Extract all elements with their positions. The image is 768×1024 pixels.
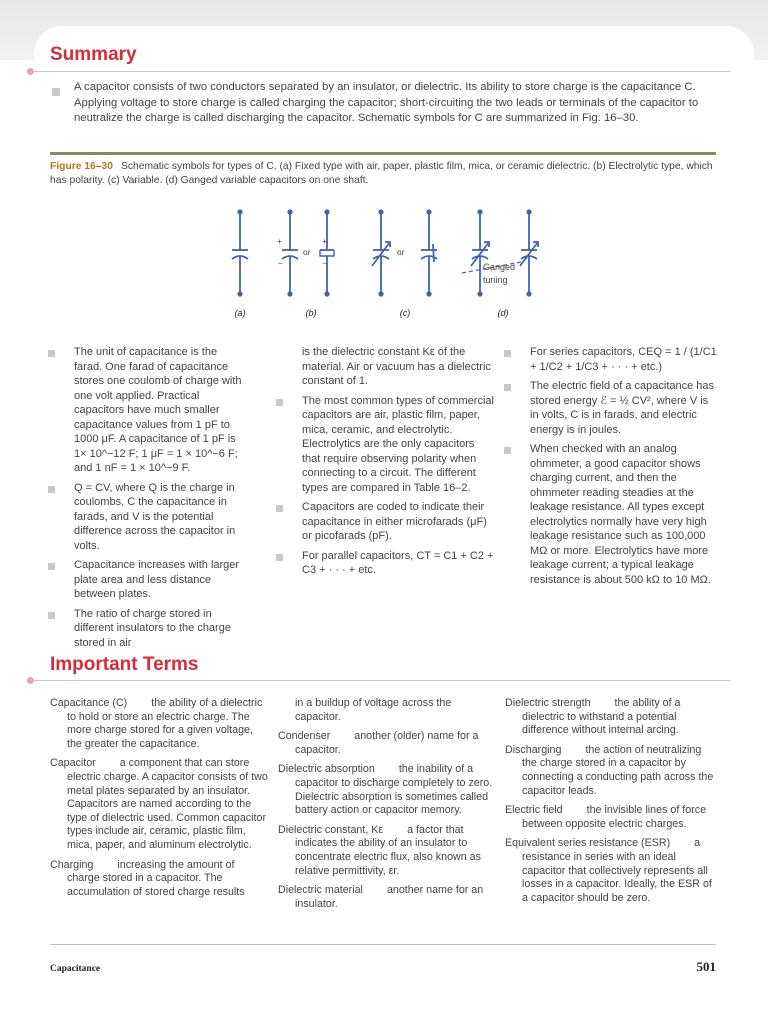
bullet-column-3 bbox=[504, 345, 718, 592]
bullet-continuation: is the dielectric constant Kε of the material. Air or vacuum has a dielectric constant of 1. bbox=[302, 346, 491, 387]
part-label-c: (c) bbox=[399, 308, 411, 318]
term-entry bbox=[50, 859, 268, 900]
terms-column-1 bbox=[50, 697, 268, 905]
minus-sign-2: − bbox=[322, 258, 327, 268]
term-definition: a factor that indicates the ability of an insulator to concentrate electric flux, also known as relative permittivity, εr. bbox=[295, 823, 481, 877]
term-definition: the invisible lines of force between opposite electric charges. bbox=[522, 804, 707, 830]
terms-title: Important Terms bbox=[50, 654, 199, 675]
bullet-item: Capacitors are coded to indicate their capacitance in either microfarads (μF) or picofarads (pF). bbox=[276, 500, 494, 544]
variable-capacitor-alt-symbol bbox=[421, 212, 437, 294]
electrolytic-capacitor-alt-symbol bbox=[320, 212, 334, 294]
summary-title: Summary bbox=[50, 44, 137, 65]
or-label-2: or bbox=[397, 247, 405, 257]
figure-caption-text: Schematic symbols for types of C. (a) Fixed type with air, paper, plastic film, mica, or ceramic dielectric. (b) Electrolytic type, which has polarity. (c) Variable. (d) Ganged variable capacitors on one shaft. bbox=[50, 161, 713, 186]
margin-dot bbox=[27, 677, 34, 684]
bullet-item: The unit of capacitance is the farad. One farad of capacitance stores one coulomb of charge with one volt applied. Practical capacitors have much smaller capacitance values from 1 pF to 1000 μF. A capacitance of 1 pF is 1× 10^−12 F; 1 μF = 1 × 10^−6 F; and 1 nF = 1 × 10^−9 F. bbox=[48, 345, 248, 476]
terms-rule bbox=[34, 680, 730, 681]
bullet-column-1 bbox=[48, 345, 248, 655]
bullet-item: The electric field of a capacitance has stored energy ℰ = ½ CV², where V is in volts, C is in farads, and electric energy is in joules. bbox=[504, 379, 718, 437]
terms-column-2 bbox=[278, 697, 496, 917]
term-entry bbox=[505, 804, 719, 831]
term-definition: the inability of a capacitor to discharge completely to zero. Dielectric absorption is sometimes called battery action or capacitor memory. bbox=[295, 763, 493, 817]
bullet-item: Capacitance increases with larger plate area and less distance between plates. bbox=[48, 558, 248, 602]
term-name: Capacitance (C) bbox=[50, 697, 128, 709]
bullet-item: The most common types of commercial capacitors are air, plastic film, paper, mica, ceramic, and electrolytic. Electrolytics are the only capacitors that require observing polarity when connecting to a circuit. The different types are compared in Table 16–2. bbox=[276, 394, 494, 496]
term-name: Dielectric material bbox=[278, 884, 363, 897]
term-definition: the ability of a dielectric to hold or store an electric charge. The more charge stored for a given voltage, the greater the capacitance. bbox=[67, 697, 263, 750]
term-name: Capacitor bbox=[50, 757, 96, 770]
term-entry bbox=[505, 697, 719, 738]
footer-rule bbox=[50, 944, 716, 945]
term-entry bbox=[278, 824, 496, 878]
term-definition: a resistance in series with an ideal capacitor that collectively represents all losses in a capacitor. Ideally, the ESR of a capacitor should be zero. bbox=[522, 837, 712, 904]
page-number: 501 bbox=[696, 959, 716, 974]
capacitor-symbols-figure bbox=[0, 0, 768, 330]
bullet-item: For parallel capacitors, CT = C1 + C2 + C3 + · · · + etc. bbox=[276, 549, 494, 578]
term-entry bbox=[505, 837, 719, 905]
term-entry bbox=[505, 744, 719, 798]
bullet-item: When checked with an analog ohmmeter, a good capacitor shows charging current, and then the ohmmeter reading steadies at the leakage resistance. All types except electrolytics normally have very high leakage resistance such as 100,000 MΩ or more. Electrolytics have more leakage current; a typical leakage resistance is about 500 kΩ to 10 MΩ. bbox=[504, 442, 718, 587]
term-entry bbox=[278, 730, 496, 757]
term-entry bbox=[278, 884, 496, 911]
term-continuation: in a buildup of voltage across the capacitor. bbox=[295, 697, 452, 723]
part-label-b: (b) bbox=[305, 308, 317, 318]
ganged-label-1: Ganged bbox=[483, 262, 516, 272]
plus-sign-2: + bbox=[322, 236, 327, 246]
term-name: Dielectric strength bbox=[505, 697, 591, 709]
variable-capacitor-symbol bbox=[372, 212, 390, 294]
term-definition: the action of neutralizing the charge stored in a capacitor by connecting a conducting path across the capacitor leads. bbox=[522, 743, 714, 797]
term-name: Discharging bbox=[505, 743, 562, 756]
term-name: Condenser bbox=[278, 730, 331, 743]
term-name: Dielectric constant, Kε bbox=[278, 823, 384, 836]
fixed-capacitor-symbol bbox=[232, 212, 248, 294]
ganged-label-2: tuning bbox=[483, 275, 508, 285]
part-label-d: (d) bbox=[497, 308, 509, 318]
term-entry bbox=[278, 763, 496, 817]
term-definition: the ability of a dielectric to withstand a potential difference without internal arcing. bbox=[522, 697, 681, 737]
term-definition: a component that can store electric charge. A capacitor consists of two metal plates separated by an insulator. Capacitors are named according to the type of dielectric used. Common capacitor types include air, ceramic, plastic film, mica, paper, and aluminum electrolytic. bbox=[67, 757, 268, 851]
bullet-column-2 bbox=[276, 345, 494, 583]
electrolytic-capacitor-symbol bbox=[282, 212, 298, 294]
term-name: Electric field bbox=[505, 804, 563, 817]
bullet-item: Q = CV, where Q is the charge in coulombs, C the capacitance in farads, and V is the potential difference across the capacitor in volts. bbox=[48, 481, 248, 554]
term-entry bbox=[50, 697, 268, 751]
summary-text: A capacitor consists of two conductors separated by an insulator, or dielectric. Its ability to store charge is the capacitance C. Applying voltage to store charge is called charging the capacitor; short-circuiting the two leads or terminals of the capacitor to neutralize the charge is called discharging the capacitor. Schematic symbols for C are summarized in Fig. 16–30. bbox=[74, 81, 699, 124]
bullet-item: The ratio of charge stored in different insulators to the charge stored in air bbox=[48, 607, 248, 651]
bullet-item: For series capacitors, CEQ = 1 / (1/C1 + 1/C2 + 1/C3 + · · · + etc.) bbox=[504, 345, 718, 374]
term-definition: another (older) name for a capacitor. bbox=[295, 730, 479, 756]
or-label-1: or bbox=[303, 247, 311, 257]
term-name: Equivalent series resistance (ESR) bbox=[505, 837, 671, 850]
terms-column-3 bbox=[505, 697, 719, 911]
figure-label: Figure 16–30 bbox=[50, 161, 113, 172]
term-definition: increasing the amount of charge stored in a capacitor. The accumulation of stored charge results bbox=[67, 858, 245, 898]
minus-sign-1: − bbox=[278, 258, 283, 268]
term-entry bbox=[50, 757, 268, 852]
plus-sign-1: + bbox=[277, 236, 282, 246]
term-name: Charging bbox=[50, 858, 94, 871]
term-definition: another name for an insulator. bbox=[295, 884, 484, 910]
chapter-name: Capacitance bbox=[50, 964, 101, 974]
part-label-a: (a) bbox=[234, 308, 246, 318]
term-name: Dielectric absorption bbox=[278, 763, 375, 776]
